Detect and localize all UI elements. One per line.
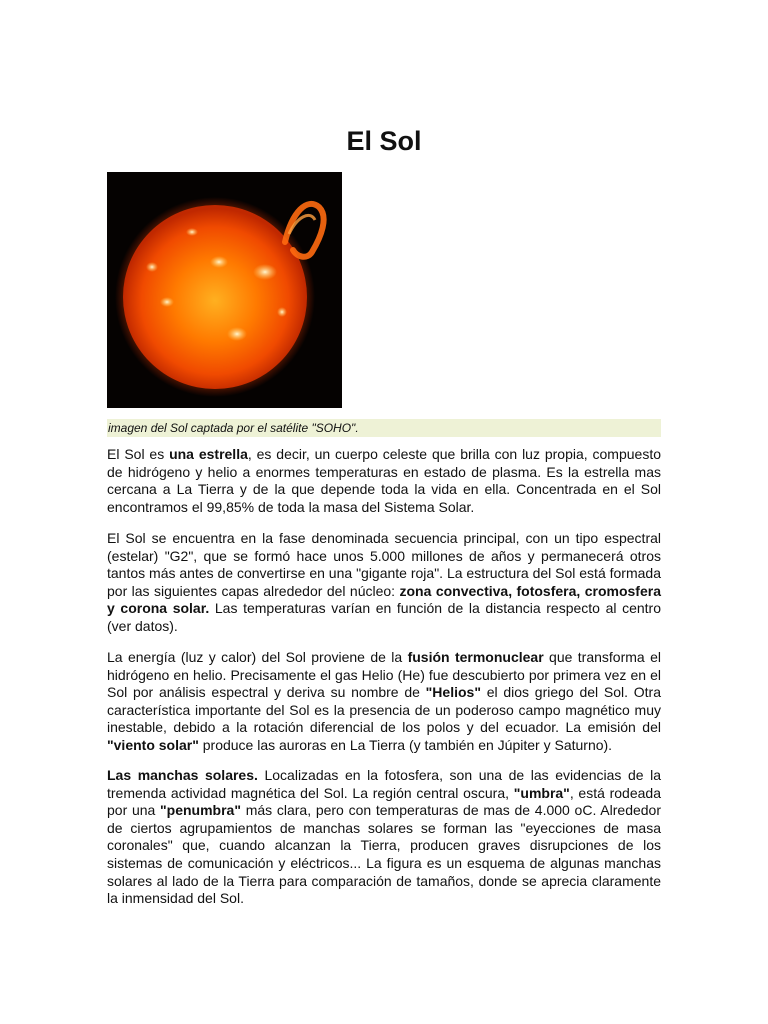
paragraph-intro: El Sol es una estrella, es decir, un cuerpo celeste que brilla con luz propia, compuesto de hidrógeno y helio a enormes temperaturas en estado de plasma. Es la estrella mas cercana a La Tierra y de la que depende toda la vida en ella. Concentrada en el Sol encontramos el 99,85% de toda la masa del Sistema Solar. <box>107 446 661 515</box>
paragraph-structure: El Sol se encuentra en la fase denominada secuencia principal, con un tipo espectral (estelar) "G2", que se formó hace unos 5.000 millones de años y permanecerá otros tantos más antes de convertirse en una "gigante roja". La estructura del Sol está formada por las siguientes capas alrededor del núcleo: zona convectiva, fotosfera, cromosfera y corona solar. Las temperaturas varían en función de la distancia respecto al centro (ver datos). <box>107 530 661 634</box>
paragraph-energy: La energía (luz y calor) del Sol proviene de la fusión termonuclear que transforma el hidrógeno en helio. Precisamente el gas Helio (He) fue descubierto por primera vez en el Sol por análisis espectral y deriva su nombre de "Helios" el dios griego del Sol. Otra característica importante del Sol es la presencia de un poderoso campo magnético muy inestable, debido a la rotación diferencial de los polos y del ecuador. La emisión del "viento solar" produce las auroras en La Tierra (y también en Júpiter y Saturno). <box>107 649 661 753</box>
page-title: El Sol <box>346 126 422 156</box>
sun-photo <box>107 172 342 408</box>
paragraph-sunspots: Las manchas solares. Localizadas en la fotosfera, son una de las evidencias de la tremenda actividad magnética del Sol. La región central oscura, "umbra", está rodeada por una "penumbra" más clara, pero con temperaturas de mas de 4.000 oC. Alrededor de ciertos agrupamientos de manchas solares se forman las "eyecciones de masa coronales" que, cuando alcanzan la Tierra, producen graves disrupciones de los sistemas de comunicación y eléctricos... La figura es un esquema de algunas manchas solares al lado de la Tierra para comparación de tamaños, donde se aprecia claramente la inmensidad del Sol. <box>107 767 662 907</box>
image-caption: imagen del Sol captada por el satélite "SOHO". <box>107 419 661 437</box>
